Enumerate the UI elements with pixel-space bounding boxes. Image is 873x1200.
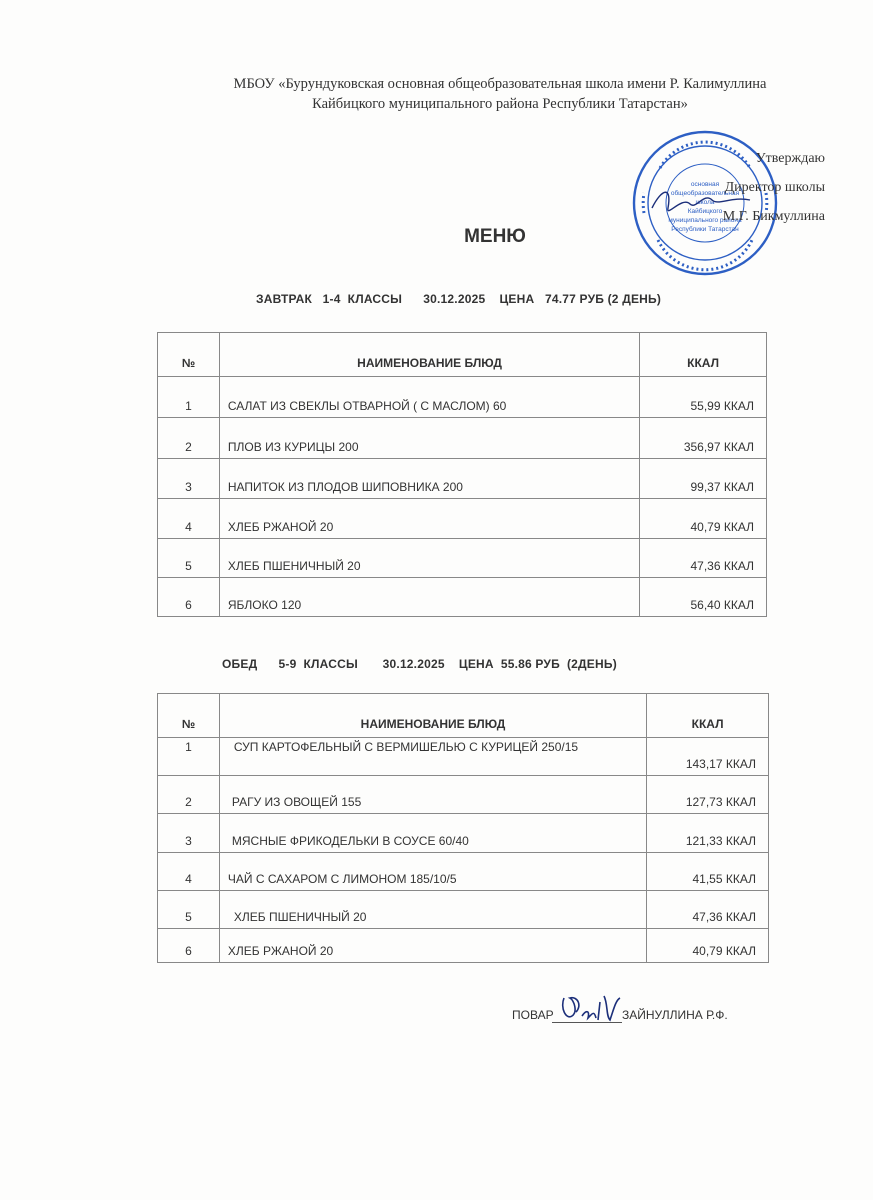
row-number: 5: [158, 891, 220, 929]
lunch-heading: ОБЕД 5-9 КЛАССЫ 30.12.2025 ЦЕНА 55.86 РУБ (2ДЕНЬ): [222, 657, 617, 671]
row-number: 4: [158, 853, 220, 891]
approval-line-1: Утверждаю: [755, 151, 825, 166]
table-row: [158, 738, 769, 776]
lunch-table: [157, 693, 769, 963]
page-title: МЕНЮ: [464, 226, 526, 247]
dish-kcal: 127,73 ККАЛ: [647, 776, 769, 814]
table-row: [158, 814, 769, 853]
table-row: [158, 459, 767, 499]
row-number: 5: [158, 539, 220, 578]
director-signature-image: [646, 178, 766, 228]
cook-name: ЗАЙНУЛЛИНА Р.Ф.: [622, 1008, 728, 1022]
dish-kcal: 41,55 ККАЛ: [647, 853, 769, 891]
dish-kcal: 55,99 ККАЛ: [640, 377, 767, 418]
table-row: [158, 853, 769, 891]
row-number: 2: [158, 776, 220, 814]
dish-name: ЯБЛОКО 120: [219, 578, 639, 617]
breakfast-table-header: [158, 333, 767, 377]
dish-kcal: 56,40 ККАЛ: [640, 578, 767, 617]
row-number: 1: [158, 738, 220, 776]
column-header-kcal: ККАЛ: [640, 333, 767, 377]
dish-name: МЯСНЫЕ ФРИКОДЕЛЬКИ В СОУСЕ 60/40: [219, 814, 646, 853]
table-row: [158, 377, 767, 418]
dish-name: НАПИТОК ИЗ ПЛОДОВ ШИПОВНИКА 200: [219, 459, 639, 499]
lunch-table-header: [158, 694, 769, 738]
dish-kcal: 40,79 ККАЛ: [647, 929, 769, 963]
row-number: 3: [158, 459, 220, 499]
svg-text:школа: школа: [695, 199, 715, 206]
school-header: [180, 74, 820, 114]
row-number: 3: [158, 814, 220, 853]
table-row: [158, 418, 767, 459]
column-header-number: №: [158, 333, 220, 377]
dish-name: РАГУ ИЗ ОВОЩЕЙ 155: [219, 776, 646, 814]
table-row: [158, 776, 769, 814]
svg-text:муниципального района: муниципального района: [668, 217, 742, 224]
dish-kcal: 143,17 ККАЛ: [647, 738, 769, 776]
row-number: 6: [158, 929, 220, 963]
dish-kcal: 47,36 ККАЛ: [640, 539, 767, 578]
table-row: [158, 891, 769, 929]
dish-kcal: 47,36 ККАЛ: [647, 891, 769, 929]
school-name-line-2: Кайбицкого муниципального района Республики Татарстан»: [312, 96, 688, 112]
breakfast-table: [157, 332, 767, 617]
dish-name: САЛАТ ИЗ СВЕКЛЫ ОТВАРНОЙ ( С МАСЛОМ) 60: [219, 377, 639, 418]
column-header-dish-name: НАИМЕНОВАНИЕ БЛЮД: [219, 333, 639, 377]
svg-text:Республики Татарстан: Республики Татарстан: [671, 226, 739, 233]
svg-text:общеобразовательная: общеобразовательная: [670, 190, 740, 197]
column-header-dish-name: НАИМЕНОВАНИЕ БЛЮД: [219, 694, 646, 738]
dish-kcal: 99,37 ККАЛ: [640, 459, 767, 499]
dish-kcal: 40,79 ККАЛ: [640, 499, 767, 539]
dish-name: ХЛЕБ РЖАНОЙ 20: [219, 499, 639, 539]
dish-name: ЧАЙ С САХАРОМ С ЛИМОНОМ 185/10/5: [219, 853, 646, 891]
table-row: [158, 578, 767, 617]
dish-kcal: 356,97 ККАЛ: [640, 418, 767, 459]
row-number: 6: [158, 578, 220, 617]
svg-text:основная: основная: [690, 181, 720, 188]
table-row: [158, 929, 769, 963]
row-number: 4: [158, 499, 220, 539]
dish-name: ХЛЕБ ПШЕНИЧНЫЙ 20: [219, 539, 639, 578]
dish-name: ХЛЕБ ПШЕНИЧНЫЙ 20: [219, 891, 646, 929]
cook-signature-image: [556, 988, 624, 1028]
dish-name: ПЛОВ ИЗ КУРИЦЫ 200: [219, 418, 639, 459]
table-row: [158, 499, 767, 539]
dish-kcal: 121,33 ККАЛ: [647, 814, 769, 853]
row-number: 1: [158, 377, 220, 418]
breakfast-heading: ЗАВТРАК 1-4 КЛАССЫ 30.12.2025 ЦЕНА 74.77 РУБ (2 ДЕНЬ): [256, 292, 662, 306]
dish-name: ХЛЕБ РЖАНОЙ 20: [219, 929, 646, 963]
column-header-number: №: [158, 694, 220, 738]
approval-line-2: Директор школы: [724, 180, 825, 195]
dish-name: СУП КАРТОФЕЛЬНЫЙ С ВЕРМИШЕЛЬЮ С КУРИЦЕЙ 250/15: [219, 738, 646, 776]
column-header-kcal: ККАЛ: [647, 694, 769, 738]
cook-label: ПОВАР: [512, 1008, 554, 1022]
school-name-line-1: МБОУ «Бурундуковская основная общеобразовательная школа имени Р. Калимуллина: [233, 76, 767, 92]
table-row: [158, 539, 767, 578]
row-number: 2: [158, 418, 220, 459]
approval-line-3: М.Г. Бикмуллина: [722, 209, 825, 224]
svg-text:Кайбицкого: Кайбицкого: [687, 208, 723, 215]
